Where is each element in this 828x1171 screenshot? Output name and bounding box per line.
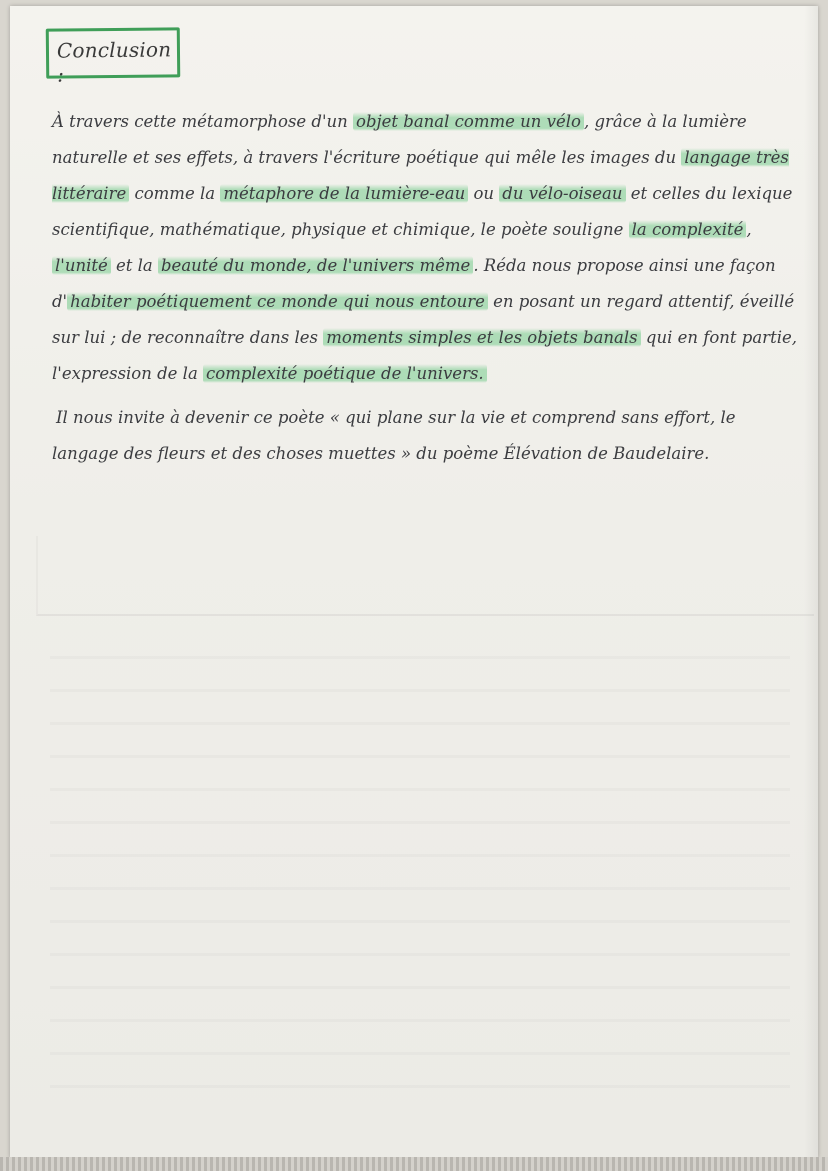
binder-strip <box>0 1157 828 1171</box>
paragraph <box>52 104 804 392</box>
highlighted-phrase: habiter poétiquement ce monde qui nous entoure <box>67 292 488 311</box>
show-through-box <box>36 536 814 616</box>
highlighted-phrase: la complexité <box>629 220 747 239</box>
text-segment: et celles du lexique scientifique, mathématique, physique et chimique, le poète souligne <box>52 184 793 239</box>
highlighted-phrase: beauté du monde, de l'univers même <box>158 256 473 275</box>
text-segment: , grâce à la lumière naturelle et ses effets, à travers l'écriture poétique qui mêle les images du <box>52 112 747 167</box>
conclusion-text <box>52 104 804 472</box>
text-segment: . Réda nous propose ainsi une façon d' <box>52 256 776 311</box>
text-segment: ou <box>468 184 500 203</box>
highlighted-phrase: l'unité <box>52 256 111 275</box>
title-box <box>46 27 181 87</box>
text-segment: et la <box>110 256 158 275</box>
highlighted-phrase: complexité poétique de l'univers. <box>203 364 487 383</box>
highlighted-phrase: métaphore de la lumière-eau <box>220 184 468 203</box>
text-segment: en posant un regard attentif, éveillé sur lui ; de reconnaître dans les <box>52 292 795 347</box>
show-through-lines <box>50 626 790 1106</box>
highlighted-phrase: du vélo-oiseau <box>499 184 625 203</box>
highlighted-phrase: objet banal comme un vélo <box>353 112 584 131</box>
page-title: Conclusion : <box>56 37 172 87</box>
text-segment: comme la <box>129 184 221 203</box>
text-segment: qui en font partie, l'expression de la <box>52 328 797 383</box>
notebook-page <box>10 6 818 1158</box>
highlighted-phrase: langage très littéraire <box>52 148 789 203</box>
highlighted-phrase: moments simples et les objets banals <box>323 328 640 347</box>
text-segment: À travers cette métamorphose d'un <box>52 112 354 131</box>
text-segment: , <box>746 220 752 239</box>
paragraph <box>52 400 804 472</box>
text-segment: Il nous invite à devenir ce poète « qui plane sur la vie et comprend sans effort, le langage des fleurs et des choses muettes » du poème Élévation de Baudelaire. <box>52 408 736 463</box>
